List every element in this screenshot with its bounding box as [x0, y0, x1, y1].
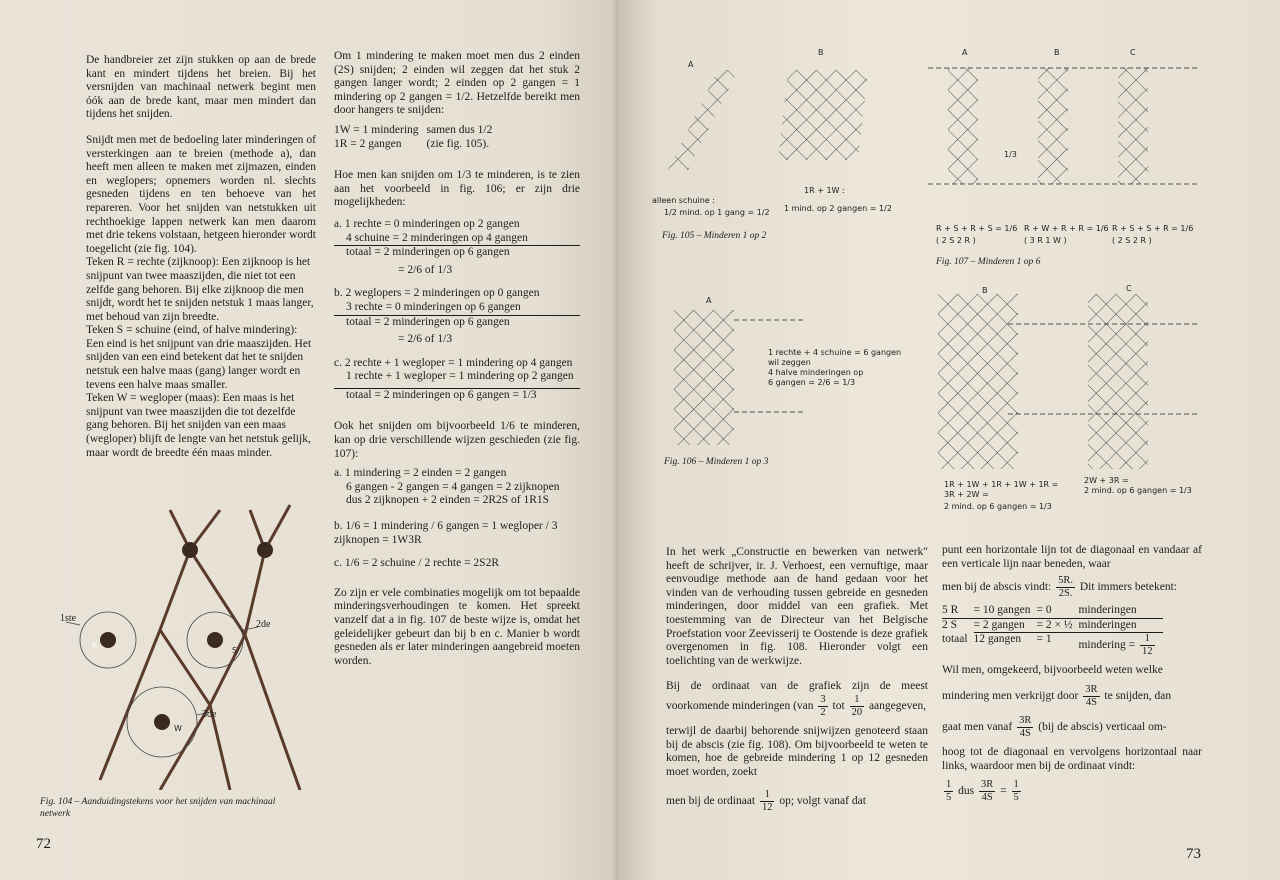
fig-106-note-4: 6 gangen = 2/6 = 1/3	[768, 378, 856, 387]
fig-105-label-a: A	[688, 60, 694, 69]
right-column-2	[942, 544, 1202, 804]
fig-108-note-b3: 2 mind. op 6 gangen = 1/3	[944, 502, 1052, 511]
table-cell: = 2 × ½	[1036, 618, 1073, 631]
left-column-1	[86, 54, 316, 460]
math-line: c. 2 rechte + 1 wegloper = 1 mindering op 4 gangen	[334, 356, 573, 369]
fraction	[1083, 684, 1099, 709]
fig-label-s: S	[232, 646, 238, 655]
computation-table	[942, 604, 1163, 658]
frac-num: 1	[760, 789, 775, 802]
table-cell: = 2 gangen	[973, 618, 1025, 631]
paragraph: Wil men, omgekeerd, bijvoorbeeld weten welke	[942, 664, 1163, 677]
knot-s	[207, 632, 223, 648]
page-number-left: 72	[36, 836, 51, 852]
frac-den: 12	[761, 802, 773, 814]
text-span: mindering =	[1078, 639, 1136, 652]
text-span: men bij de ordinaat	[666, 795, 756, 808]
fraction	[818, 694, 827, 719]
fig-107-formula-b: R + W + R + R = 1/6	[1024, 224, 1109, 233]
fig-label-first: 1ste	[60, 613, 77, 624]
math-line: 3 rechte = 0 minderingen op 6 gangen	[346, 300, 521, 313]
knot-r	[100, 632, 116, 648]
frac-num: 1	[850, 694, 865, 707]
fig-106-note-3: 4 halve minderingen op	[768, 368, 864, 377]
fig-107-formula-c: R + S + S + R = 1/6	[1112, 224, 1194, 233]
math-line: = 2/6 of 1/3	[398, 263, 453, 276]
hangers-line-1: 1W = 1 mindering	[334, 123, 419, 136]
frac-num: 1	[1140, 633, 1155, 646]
fig-label-second: 2de	[256, 619, 271, 630]
frac-num: 3R	[1019, 714, 1032, 726]
fig-107-formula-b2: ( 3 R 1 W )	[1024, 236, 1067, 245]
paragraph	[942, 684, 1202, 709]
option-a	[334, 218, 580, 277]
frac-den: 4S	[1019, 727, 1031, 739]
math-line: totaal = 2 minderingen op 6 gangen = 1/3	[334, 388, 580, 403]
option-b	[334, 287, 580, 346]
frac-num: 1	[1013, 779, 1019, 791]
frac-den: 4S	[1085, 696, 1097, 708]
math-line: 6 gangen - 2 gangen = 4 gangen = 2 zijknopen	[346, 480, 560, 493]
frac-num: 3R	[980, 779, 994, 791]
frac-num: 3	[820, 693, 826, 705]
math-line: a. 1 rechte = 0 minderingen op 2 gangen	[334, 217, 520, 230]
fig-106-note-1: 1 rechte + 4 schuine = 6 gangen	[768, 348, 902, 357]
table-row	[942, 618, 1163, 633]
knot-w	[154, 714, 170, 730]
hangers-block	[334, 124, 580, 151]
math-line: totaal = 2 minderingen op 6 gangen	[334, 245, 580, 260]
fig-107-label-a: A	[962, 48, 968, 57]
frac-num: 5R.	[1058, 575, 1073, 587]
fig-105-diagram	[658, 50, 918, 180]
paragraph	[942, 715, 1202, 740]
paragraph: Teken R = rechte (zijknoop): Een zijknoop is het snijpunt van twee maaszijden, die niet tot een zelfde gang behoren. Bij elke zijknoop die men snijdt, wordt het te snijden netstuk 1 maas langer, met behoud van zijn breedte.	[86, 256, 314, 323]
paragraph: punt een horizontale lijn tot de diagonaal en vandaar af een verticale lijn naar beneden, waar	[942, 544, 1202, 570]
fig-104-caption: Fig. 104 – Aanduidingstekens voor het snijden van machinaal netwerk	[40, 797, 276, 819]
fig-label-third: 3de	[202, 709, 217, 720]
page-number-right: 73	[1186, 846, 1201, 862]
fraction	[1017, 715, 1033, 740]
text-span: tot	[832, 700, 845, 713]
frac-den: 20	[851, 706, 863, 718]
fraction	[760, 789, 775, 814]
option-c	[334, 357, 580, 403]
fig-107-formula-a2: ( 2 S 2 R )	[936, 236, 976, 245]
fig-108-diagram	[928, 284, 1208, 474]
fig-107-formula-c2: ( 2 S 2 R )	[1112, 236, 1152, 245]
paragraph: In het werk „Constructie en bewerken van netwerk" heeft de schrijver, ir. J. Verhoest, een vernuftige, maar eenvoudige methode aan de hand gedaan voor het vinden van de verhouding tussen gebreide en gesneden minderingen, door middel van een grafiek. Met toestemming van de Directeur van het Belgische Proefstation voor Zeevisserij te Oostende is deze grafiek overgenomen in fig. 108. Hieronder volgt een toelichting van de werkwijze.	[666, 546, 928, 667]
table-cell: 5 R	[942, 604, 959, 617]
paragraph: Zo zijn er vele combinaties mogelijk om tot bepaalde minderingsverhoudingen te komen. Het spreekt vanzelf dat a in fig. 107 de beste wijze is, omdat het geleidelijker gebeurt dan bij b en c. Manier b wordt gesneden als er later minderingen aangebreid moeten worden.	[334, 586, 580, 667]
fig-105-note-b2: 1 mind. op 2 gangen = 1/2	[784, 204, 892, 213]
fig-108-note-b2: 3R + 2W =	[944, 490, 989, 499]
math-line: = 2/6 of 1/3	[398, 333, 453, 346]
frac-den: 5	[946, 792, 952, 804]
fig-108-label-c: C	[1126, 284, 1132, 293]
text-span: gaat men vanaf	[942, 721, 1013, 734]
knot-top-left	[182, 542, 198, 558]
paragraph: Ook het snijden om bijvoorbeeld 1/6 te minderen, kan op drie verschillende wijzen geschieden (zie fig. 107):	[334, 420, 580, 460]
table-cell	[1078, 633, 1162, 659]
hangers-right-2: (zie fig. 105).	[426, 137, 490, 150]
paragraph: terwijl de daarbij behorende snijwijzen genoteerd staan bij de abscis (zie fig. 108). Om bijvoorbeeld te weten te komen, hoe de gebreide mindering 1 op 12 gesneden moet worden, zoekt	[666, 724, 928, 778]
hangers-line-2: 1R = 2 gangen	[334, 137, 402, 150]
fig-107-label-c: C	[1130, 48, 1136, 57]
table-cell: = 10 gangen	[973, 604, 1031, 617]
left-column-2	[334, 50, 580, 680]
paragraph: hoog tot de diagonaal en vervolgens horizontaal naar links, waardoor men bij de ordinaat vindt:	[942, 745, 1202, 772]
text-span: te snijden, dan	[1104, 690, 1172, 703]
left-page	[0, 0, 632, 880]
fraction	[1012, 779, 1021, 804]
knot-top-right	[257, 542, 273, 558]
math-line: c. 1/6 = 2 schuine / 2 rechte = 2S2R	[334, 557, 499, 570]
math-line: a. 1 mindering = 2 einden = 2 gangen	[334, 467, 507, 480]
fig-106-caption: Fig. 106 – Minderen 1 op 3	[664, 457, 769, 467]
table-row	[942, 633, 1163, 659]
table-row	[942, 604, 1163, 618]
table-cell: 2 S	[942, 618, 958, 631]
math-line: totaal = 2 minderingen op 6 gangen	[334, 315, 580, 330]
paragraph	[942, 575, 1202, 600]
fig-106-label-a: A	[706, 296, 712, 305]
fig-105-caption: Fig. 105 – Minderen 1 op 2	[662, 231, 767, 241]
table-cell: minderingen	[1078, 618, 1137, 631]
fig-107-label-b: B	[1054, 48, 1060, 57]
paragraph: Snijdt men met de bedoeling later minderingen of versterkingen aan te breien (methode a), dan heeft men alleen te maken met zijmazen, einden en weglopers; opnemers worden nl. slechts gesneden tijdens en ten behoeve van het repareren. Voor het snijden van netstukken uit rechthoekige lappen netwerk kan men daarom met drie tekens volstaan, hetgeen hieronder wordt toegelicht (zie fig. 104).	[86, 133, 316, 255]
text-span: op; volgt vanaf dat	[779, 795, 866, 808]
option-list-fig107	[334, 467, 580, 571]
frac-num: 1	[946, 779, 952, 791]
fig-label-r: R	[92, 642, 98, 651]
math-line: dus 2 zijknopen + 2 einden = 2R2S of 1R1S	[346, 494, 550, 507]
fig-107-formula-a: R + S + R + S = 1/6	[936, 224, 1018, 233]
paragraph	[666, 680, 928, 719]
paragraph	[666, 789, 928, 814]
frac-den: 2	[820, 706, 826, 718]
table-cell: = 1	[1037, 633, 1079, 659]
text-span: (bij de abscis) verticaal om-	[1038, 721, 1167, 734]
paragraph: De handbreier zet zijn stukken op aan de brede kant en mindert tijdens het breien. Bij het versnijden van machinaal netwerk begint men óók aan de brede kant, maar men mindert dan tijdens het snijden.	[86, 54, 316, 121]
fig-105-label-b: B	[818, 48, 824, 57]
text-span: Dit immers betekent:	[1079, 581, 1177, 594]
text-span: Bij de ordinaat van de grafiek zijn de meest voorkomende minderingen (van	[666, 680, 928, 713]
table-cell: 12 gangen	[974, 633, 1037, 659]
text-span: aangegeven,	[868, 700, 927, 713]
frac-den: 12	[1142, 646, 1153, 658]
fig-108-note-c1: 2W + 3R =	[1084, 476, 1129, 485]
paragraph: Om 1 mindering te maken moet men dus 2 einden (2S) snijden; 2 einden wil zeggen dat het stuk 2 gangen langer wordt; 2 einden op 2 gangen = 1 mindering op 2 gangen = 1/2. Hetzelfde bereikt men door hangers te snijden:	[334, 50, 580, 117]
table-cell: = 0	[1036, 604, 1052, 617]
fig-label-w: W	[174, 724, 182, 733]
hangers-right-1: samen dus 1/2	[426, 123, 493, 136]
frac-den: 4S	[981, 792, 993, 804]
paragraph: Teken W = wegloper (maas): Een maas is het snijpunt van twee maaszijden die tot dezelfde gang behoren. Bij het snijden van een maas (wegloper) blijft de lengte van het netstuk gelijk, maar wordt de breedte één maas minder.	[86, 392, 311, 459]
fig-108-note-b1: 1R + 1W + 1R + 1W + 1R =	[944, 480, 1059, 489]
frac-den: 5	[1013, 792, 1019, 804]
right-column-1	[666, 546, 928, 814]
frac-num: 3R	[1085, 683, 1098, 695]
fig-107-caption: Fig. 107 – Minderen 1 op 6	[936, 257, 1041, 267]
fig-108-note-c2: 2 mind. op 6 gangen = 1/3	[1084, 486, 1192, 495]
text-span: dus	[958, 785, 975, 798]
paragraph: Teken S = schuine (eind, of halve mindering): Een eind is het snijpunt van drie maaszijden. Het snijden van een eind betekent dat het te snijden netstuk een halve maas (gang) langer wordt en tevens een halve maas smaller.	[86, 324, 312, 391]
fig-108-label-b: B	[982, 286, 988, 295]
table-cell: minderingen	[1078, 604, 1137, 617]
fig-107-diagram	[928, 50, 1198, 220]
fraction	[1056, 575, 1075, 600]
text-span: men bij de abscis vindt:	[942, 581, 1052, 594]
fig-104-illustration	[60, 490, 310, 790]
frac-den: 2S.	[1058, 588, 1073, 600]
math-line: b. 2 weglopers = 2 minderingen op 0 gangen	[334, 287, 540, 300]
paragraph: Hoe men kan snijden om 1/3 te minderen, is te zien aan het voorbeeld in fig. 106; er zijn drie mogelijkheden:	[334, 169, 580, 209]
table-cell: totaal	[942, 632, 968, 645]
fraction	[1140, 633, 1155, 658]
fig-105-note-b: 1R + 1W :	[804, 186, 845, 195]
right-page	[618, 0, 1280, 880]
fig-105-note-a: alleen schuine :	[652, 196, 715, 205]
text-span: mindering men verkrijgt door	[942, 690, 1079, 703]
fraction	[979, 779, 995, 804]
fraction	[944, 779, 953, 804]
fig-105-note-a2: 1/2 mind. op 1 gang = 1/2	[664, 208, 770, 217]
paragraph: $\frac{1}{5}$ dus $\frac{3R}{4S}$ = $\frac{1}{5}$	[946, 779, 1019, 804]
fig-107-third: 1/3	[1004, 150, 1017, 159]
math-line: 4 schuine = 2 minderingen op 4 gangen	[346, 231, 528, 244]
fig-106-note-2: wil zeggen	[768, 358, 811, 367]
fraction	[850, 694, 865, 719]
math-line: b. 1/6 = 1 mindering / 6 gangen = 1 wegloper / 3 zijknopen = 1W3R	[334, 520, 558, 546]
math-line: 1 rechte + 1 wegloper = 1 mindering op 2 gangen	[346, 370, 574, 383]
